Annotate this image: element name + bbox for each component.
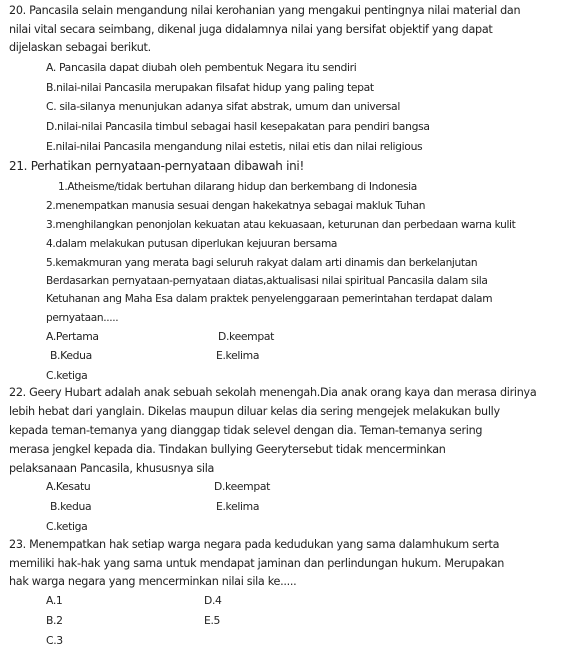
question-23-stem-line-3: hak warga negara yang mencerminkan nilai sila ke..... xyxy=(9,575,297,588)
question-21-statement-2: 2.menempatkan manusia sesuai dengan hakekatnya sebagai makluk Tuhan xyxy=(46,200,426,212)
question-23-stem-line-1: 23. Menempatkan hak setiap warga negara pada kedudukan yang sama dalamhukum serta xyxy=(9,538,500,551)
question-22-stem-line-3: kepada teman-temanya yang dianggap tidak selevel dengan dia. Teman-temanya sering xyxy=(9,424,483,437)
question-21-statement-1: 1.Atheisme/tidak bertuhan dilarang hidup dan berkembang di Indonesia xyxy=(58,181,417,193)
question-22-stem-line-2: lebih hebat dari yanglain. Dikelas maupun diluar kelas dia sering mengejek melakukan bully xyxy=(9,405,500,418)
question-21-stem2-line-3: pernyataan..... xyxy=(46,312,119,324)
question-21-statement-4: 4.dalam melakukan putusan diperlukan kejuuran bersama xyxy=(46,238,338,250)
question-21-stem2-line-2: Ketuhanan ang Maha Esa dalam praktek penyelenggaraan pemerintahan terdapat dalam xyxy=(46,293,493,305)
question-22-stem-line-4: merasa jengkel kepada dia. Tindakan bullying Geerytersebut tidak mencerminkan xyxy=(9,443,446,456)
question-21-option-d: D.keempat xyxy=(218,330,274,343)
question-23-option-b: B.2 xyxy=(46,614,63,627)
question-21-option-e: E.kelima xyxy=(216,349,260,362)
question-23-option-c: C.3 xyxy=(46,634,63,647)
question-20-option-e: E.nilai-nilai Pancasila mengandung nilai estetis, nilai etis dan nilai religious xyxy=(46,140,423,153)
question-20-option-a: A. Pancasila dapat diubah oleh pembentuk Negara itu sendiri xyxy=(46,61,357,74)
question-23-option-e: E.5 xyxy=(204,614,221,627)
question-22-option-b: B.kedua xyxy=(50,500,92,513)
question-22-option-e: E.kelima xyxy=(216,500,260,513)
question-20-stem-line-1: 20. Pancasila selain mengandung nilai kerohanian yang mengakui pentingnya nilai material dan xyxy=(9,4,521,17)
question-21-option-a: A.Pertama xyxy=(46,330,99,343)
question-20-option-d: D.nilai-nilai Pancasila timbul sebagai hasil kesepakatan para pendiri bangsa xyxy=(46,120,430,133)
question-21-statement-5: 5.kemakmuran yang merata bagi seluruh rakyat dalam arti dinamis dan berkelanjutan xyxy=(46,257,478,269)
question-20-stem-line-2: nilai vital secara seimbang, dikenal juga didalamnya nilai yang bersifat objektif yang dapat xyxy=(9,23,493,36)
question-20-option-c: C. sila-silanya menunjukan adanya sifat abstrak, umum dan universal xyxy=(46,100,400,113)
question-23-stem-line-2: memiliki hak-hak yang sama untuk mendapat jaminan dan perlindungan hukum. Merupakan xyxy=(9,557,505,570)
question-20-option-b: B.nilai-nilai Pancasila merupakan filsafat hidup yang paling tepat xyxy=(46,81,374,94)
question-20-stem-line-3: dijelaskan sebagai berikut. xyxy=(9,41,151,54)
question-22-option-d: D.keempat xyxy=(214,480,270,493)
question-23-option-d: D.4 xyxy=(204,594,222,607)
question-22-stem-line-5: pelaksanaan Pancasila, khususnya sila xyxy=(9,462,215,475)
question-21-stem2-line-1: Berdasarkan pernyataan-pernyataan diatas,aktualisasi nilai spiritual Pancasila dalam sila xyxy=(46,275,488,287)
question-23-option-a: A.1 xyxy=(46,594,63,607)
question-21-statement-3: 3.menghilangkan penonjolan kekuatan atau kekuasaan, keturunan dan perbedaan warna kulit xyxy=(46,219,516,231)
question-21-option-b: B.Kedua xyxy=(50,349,92,362)
question-22-stem-line-1: 22. Geery Hubart adalah anak sebuah sekolah menengah.Dia anak orang kaya dan merasa dirinya xyxy=(9,386,537,399)
question-22-option-a: A.Kesatu xyxy=(46,480,91,493)
question-21-option-c: C.ketiga xyxy=(46,369,88,382)
question-22-option-c: C.ketiga xyxy=(46,520,88,533)
question-21-stem: 21. Perhatikan pernyataan-pernyataan dibawah ini! xyxy=(9,159,304,173)
